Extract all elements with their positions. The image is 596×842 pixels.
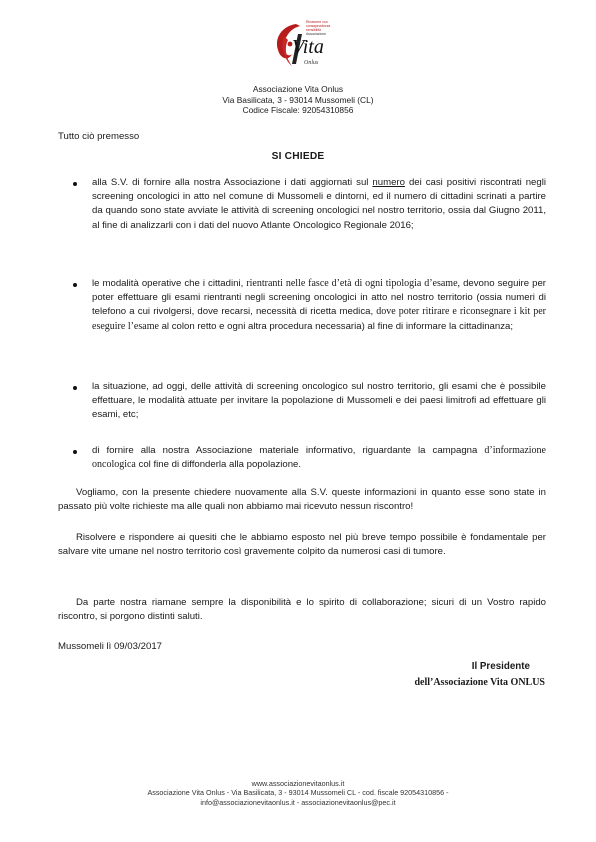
item-text: al colon retto e ogni altra procedura necessaria) al fine di informare la cittadinanza; xyxy=(158,320,514,332)
list-item xyxy=(70,380,546,444)
letterhead-line: Associazione Vita Onlus xyxy=(252,84,344,94)
signature-organization: dell’Associazione Vita ONLUS xyxy=(414,677,545,688)
item-text-serif: dove poter ritirare e riconsegnare i kit per eseguire l’esame xyxy=(92,306,546,332)
logo-tagline-line: Rinascere con xyxy=(306,20,328,24)
list-item xyxy=(70,277,546,380)
list-item xyxy=(70,176,546,277)
bullet-icon xyxy=(73,450,77,454)
footer-address: Associazione Vita Onlus - Via Basilicata, 3 - 93014 Mussomeli CL - cod. fiscale 92054310856 - xyxy=(147,788,449,798)
footer-emails[interactable]: info@associazionevitaonlus.it - associazionevitaonlus@pec.it xyxy=(200,797,396,807)
item-text-serif: rientranti nelle fasce d’età di ogni tipologia d’esame, xyxy=(246,278,461,289)
bullet-icon xyxy=(73,283,77,287)
logo-tagline xyxy=(306,20,350,36)
letterhead-line: Via Basilicata, 3 - 93014 Mussomeli (CL) xyxy=(222,94,374,105)
logo-brand-name: Vita xyxy=(292,36,324,58)
item-underlined-word: numero xyxy=(372,177,405,188)
body-paragraph: Risolvere e rispondere ai quesiti che le abbiamo esposto nel più breve tempo possibile è fondamentale per salvare vite umane nel nostro territorio così gravemente colpito da numerosi casi di tumore. xyxy=(58,532,546,558)
item-text-serif: d’informazione oncologica xyxy=(92,445,546,471)
letterhead-address xyxy=(0,84,596,116)
section-title: SI CHIEDE xyxy=(271,151,325,162)
list-item xyxy=(70,444,546,484)
logo-tagline-line: consapevolezza xyxy=(306,24,331,28)
item-text: le modalità operative che i cittadini, xyxy=(92,278,247,289)
letterhead-line: Codice Fiscale: 92054310856 xyxy=(242,105,354,116)
signature-title: Il Presidente xyxy=(471,661,530,672)
item-text: di fornire alla nostra Associazione materiale informativo, riguardante la campagna xyxy=(92,445,485,456)
footer-website[interactable]: www.associazionevitaonlus.it xyxy=(251,779,345,788)
item-text: alla S.V. di fornire alla nostra Associazione i dati aggiornati sul xyxy=(92,177,373,188)
logo-brand-prefix: Associazione xyxy=(306,32,326,36)
logo-ribbon xyxy=(282,36,292,66)
logo-tagline-line: sensibilità xyxy=(306,28,321,32)
place-date: Mussomeli lì 09/03/2017 xyxy=(58,641,162,652)
item-text: devono seguire per poter effettuare gli esami rientranti negli screening oncologici in atto nel nostro territorio (ossia numeri di telefono a cui rivolgersi, dove recarsi, necessità di ricetta medica, xyxy=(92,278,546,318)
item-text: la situazione, ad oggi, delle attività di screening oncologico sul nostro territorio, gli esami che è possibile effettuare, le modalità attuate per invitare la popolazione di Mussomeli e dei paesi limitrofi ad effettuare gli esami, etc; xyxy=(92,381,546,421)
intro-text: Tutto ciò premesso xyxy=(58,131,140,142)
body-paragraph: Da parte nostra riamane sempre la disponibilità e lo spirito di collaborazione; sicuri di un Vostro rapido riscontro, si porgono distinti saluti. xyxy=(58,597,546,623)
item-text: col fine di diffonderla alla popolazione. xyxy=(135,459,302,471)
request-list xyxy=(70,176,546,484)
logo-brand-suffix: Onlus xyxy=(304,60,319,66)
body-paragraph: Vogliamo, con la presente chiedere nuovamente alla S.V. queste informazioni in quanto esse sono state in passato più volte richieste ma alle quali non abbiamo mai ricevuto nessun riscontro! xyxy=(58,487,546,513)
item-text: dei casi positivi riscontrati negli screening oncologici in atto nel comune di Mussomeli e dintorni, ed il numero di cittadini scrinati a partire da quando sono state avviate le attività di screening oncologici nel nostro territorio, ossia dal Giugno 2011, al fine di analizzarli con i dati del nuovo Atlante Oncologico Regionale 2016; xyxy=(92,177,546,231)
bullet-icon xyxy=(73,182,77,186)
page-footer xyxy=(0,779,596,807)
bullet-icon xyxy=(73,386,77,390)
